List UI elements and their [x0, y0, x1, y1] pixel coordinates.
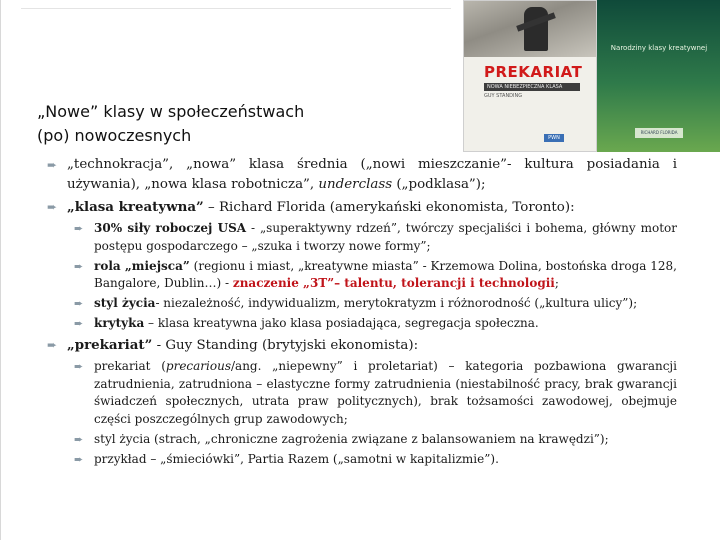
book-title: Narodziny klasy kreatywnej	[610, 44, 708, 52]
bullet-text: – Richard Florida (amerykański ekonomista, Toronto):	[203, 200, 575, 215]
bullet-text: - „superaktywny rdzeń”, twórczy specjaliści i bohema, główny motor postępu gospodarczego – „szuka i tworzy nowe formy”;	[94, 221, 677, 253]
arrow-bullet-icon: ➨	[74, 359, 84, 373]
bullet-text: /ang. „niepewny” i proletariat) – kategoria pozbawiona gwarancji zatrudnienia, zatrudniona – elastyczne formy zatrudnienia (niestabilność pracy, brak gwarancji świadczeń społecznych, utrata praw politycznych), brak tożsamości zawodowej, obejmuje części poszczególnych grup zawodowych;	[94, 358, 677, 427]
sub-bullet-item	[74, 358, 677, 429]
slide-title	[37, 100, 437, 148]
bullet-bold: „prekariat”	[67, 336, 153, 353]
bullet-bold: styl życia	[94, 296, 156, 311]
arrow-bullet-icon: ➨	[74, 297, 84, 311]
bullet-text: ;	[554, 276, 559, 291]
arrow-bullet-icon: ➨	[74, 222, 84, 235]
bullet-text: prekariat (	[94, 358, 166, 373]
title-line-1: „Nowe” klasy w społeczeństwach	[37, 102, 305, 121]
bullet-text: („podklasa”);	[392, 177, 486, 192]
arrow-bullet-icon: ➨	[74, 316, 84, 330]
cover-photo	[464, 1, 597, 57]
bullet-bold: „klasa kreatywna”	[67, 199, 204, 215]
bullet-bold: rola „miejsca”	[94, 258, 190, 273]
sub-bullet-item	[74, 258, 677, 294]
sub-bullet-item	[74, 451, 677, 469]
bullet-italic: underclass	[318, 177, 393, 192]
book-author: GUY STANDING	[484, 93, 523, 99]
sub-bullet-item	[74, 431, 677, 449]
bullet-text: - niezależność, indywidualizm, merytokratyzm i różnorodność („kultura ulicy”);	[155, 296, 638, 311]
book-cover-klasa-kreatywna	[597, 0, 720, 152]
book-cover-prekariat	[463, 0, 597, 152]
arrow-bullet-icon: ➨	[74, 432, 84, 446]
bullet-text: „technokracja”, „nowa” klasa średnia („nowi mieszczanie”- kultura posiadania i używania), „nowa klasa robotnicza”,	[67, 157, 677, 192]
bullet-item	[47, 197, 677, 218]
title-line-2: (po) nowoczesnych	[37, 126, 192, 145]
sub-bullet-item	[74, 295, 677, 313]
top-divider	[21, 8, 451, 9]
bullet-list	[47, 155, 677, 471]
publisher-logo: PWN	[544, 134, 564, 142]
arrow-bullet-icon: ➨	[74, 452, 84, 466]
arrow-bullet-icon: ➨	[47, 158, 58, 172]
figure-shape	[524, 7, 548, 51]
bullet-text: styl życia (strach, „chroniczne zagrożenia związane z balansowaniem na krawędzi”);	[94, 431, 609, 446]
bullet-item	[47, 155, 677, 195]
bullet-text: – klasa kreatywna jako klasa posiadająca, segregacja społeczna.	[144, 315, 539, 330]
bullet-italic: precarious	[165, 358, 231, 373]
arrow-bullet-icon: ➨	[74, 259, 84, 273]
bullet-text: przykład – „śmieciówki”, Partia Razem („samotni w kapitalizmie”).	[94, 451, 499, 466]
book-author: RICHARD FLORIDA	[635, 128, 683, 138]
bullet-text: - Guy Standing (brytyjski ekonomista):	[152, 337, 419, 353]
bullet-item	[47, 335, 677, 356]
sub-bullet-item	[74, 315, 677, 333]
book-title: PREKARIAT	[484, 63, 583, 81]
bullet-text: (regionu i miast, „kreatywne miasta” - Krzemowa Dolina, bostońska droga 128, Bangalore, Dublin…) -	[94, 258, 677, 291]
bullet-bold: krytyka	[94, 315, 145, 330]
bullet-bold: 30% siły roboczej USA	[94, 221, 247, 235]
sub-bullet-item	[74, 220, 677, 256]
bullet-highlight: znaczenie „3T”– talentu, tolerancji i technologii	[232, 276, 555, 291]
arrow-bullet-icon: ➨	[47, 337, 58, 352]
book-subtitle: NOWA NIEBEZPIECZNA KLASA	[484, 83, 580, 91]
arrow-bullet-icon: ➨	[47, 200, 58, 214]
